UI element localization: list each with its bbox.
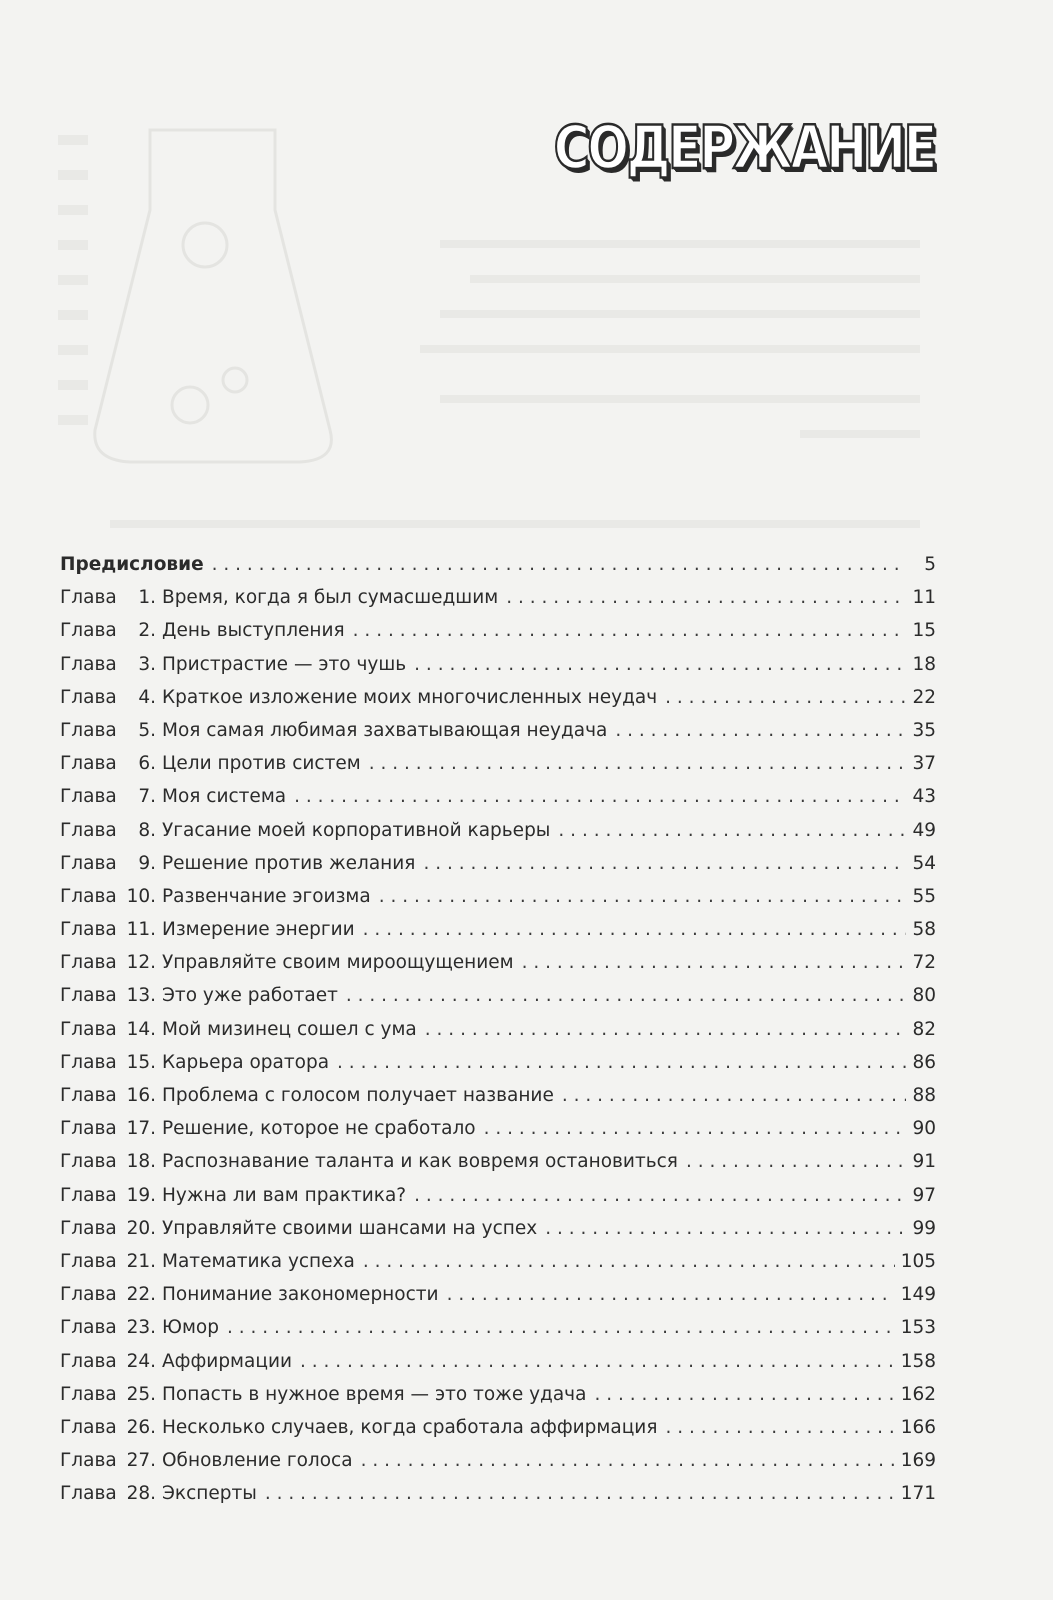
chapter-prefix: Глава <box>60 885 117 907</box>
page-number: 86 <box>912 1051 936 1073</box>
toc-entry <box>60 1444 936 1477</box>
dot-leader <box>484 1112 906 1145</box>
chapter-prefix: Глава <box>60 587 117 609</box>
page-number: 55 <box>912 885 936 907</box>
toc-entry <box>60 581 936 614</box>
page-number: 11 <box>912 587 936 609</box>
chapter-prefix: Глава <box>60 653 117 675</box>
toc-entry-title: Измерение энергии <box>162 919 355 941</box>
toc-entry <box>60 1079 936 1112</box>
toc-entry <box>60 1345 936 1378</box>
toc-entry <box>60 814 936 847</box>
toc-entry <box>60 747 936 780</box>
toc-entry <box>60 681 936 714</box>
toc-entry <box>60 1477 936 1510</box>
chapter-number: 1. <box>138 587 156 609</box>
dot-leader <box>522 946 906 979</box>
chapter-number: 16. <box>126 1085 156 1106</box>
toc-entry-title: Обновление голоса <box>162 1450 353 1472</box>
toc-entry <box>60 847 936 880</box>
chapter-number: 26. <box>126 1416 156 1438</box>
dot-leader <box>414 648 906 681</box>
dot-leader <box>594 1378 894 1411</box>
chapter-prefix: Глава <box>60 1317 117 1339</box>
dot-leader <box>414 1179 906 1212</box>
toc-entry <box>60 780 936 813</box>
chapter-number: 19. <box>126 1184 156 1206</box>
dot-leader <box>423 847 906 880</box>
toc-entry-title: Решение, которое не сработало <box>162 1118 476 1140</box>
chapter-prefix: Глава <box>60 919 117 941</box>
chapter-prefix: Глава <box>60 1151 117 1173</box>
dot-leader <box>363 1245 895 1278</box>
chapter-prefix: Глава <box>60 620 117 642</box>
chapter-number: 12. <box>126 952 156 974</box>
page-number: 153 <box>900 1317 936 1339</box>
toc-entry-title: Распознавание таланта и как вовремя остановиться <box>162 1151 678 1173</box>
toc-entry <box>60 1411 936 1444</box>
toc-entry-title: Пристрастие — это чушь <box>162 653 407 675</box>
toc-entry <box>60 614 936 647</box>
page-number: 54 <box>912 852 936 874</box>
dot-leader <box>558 814 906 847</box>
page-number: 18 <box>912 653 936 675</box>
chapter-prefix: Глава <box>60 1118 117 1140</box>
page-number: 149 <box>900 1284 936 1306</box>
dot-leader <box>346 979 906 1012</box>
chapter-prefix: Глава <box>60 1085 117 1106</box>
toc-entry <box>60 880 936 913</box>
toc-entry-title: Математика успеха <box>162 1250 355 1272</box>
toc-entry-title: Моя система <box>162 786 287 808</box>
chapter-number: 9. <box>138 852 156 874</box>
toc-entry-title: Несколько случаев, когда сработала аффирмация <box>162 1416 658 1438</box>
toc-entry-title: Время, когда я был сумасшедшим <box>162 587 499 609</box>
chapter-prefix: Глава <box>60 1217 117 1239</box>
chapter-prefix: Глава <box>60 852 117 874</box>
chapter-number: 27. <box>126 1450 156 1472</box>
toc-entry-title: Управляйте своим мироощущением <box>162 952 514 974</box>
page-number: 105 <box>900 1250 936 1272</box>
page-number: 37 <box>912 753 936 775</box>
dot-leader <box>369 747 906 780</box>
dot-leader <box>665 1411 894 1444</box>
page-number: 166 <box>900 1416 936 1438</box>
chapter-prefix: Глава <box>60 1184 117 1206</box>
toc-entry <box>60 1311 936 1344</box>
chapter-number: 20. <box>126 1217 156 1239</box>
chapter-prefix: Глава <box>60 1284 117 1306</box>
page-number: 72 <box>912 952 936 974</box>
dot-leader <box>562 1079 906 1112</box>
chapter-prefix: Глава <box>60 1483 117 1505</box>
dot-leader <box>361 1444 895 1477</box>
page-number: 80 <box>912 985 936 1007</box>
chapter-number: 23. <box>126 1317 156 1339</box>
toc-entry-title: Цели против систем <box>162 753 361 775</box>
toc-entry <box>60 1112 936 1145</box>
toc-entry <box>60 714 936 747</box>
chapter-number: 17. <box>126 1118 156 1140</box>
toc-entry-title: Угасание моей корпоративной карьеры <box>162 819 551 841</box>
chapter-prefix: Глава <box>60 1350 117 1372</box>
dot-leader <box>506 581 906 614</box>
toc-entry <box>60 1245 936 1278</box>
toc-entry-title: Моя самая любимая захватывающая неудача <box>162 719 608 741</box>
dot-leader <box>353 614 906 647</box>
chapter-prefix: Глава <box>60 1018 117 1040</box>
toc-entry <box>60 648 936 681</box>
chapter-number: 2. <box>138 620 156 642</box>
chapter-prefix: Глава <box>60 985 117 1007</box>
dot-leader <box>227 1311 895 1344</box>
page-number: 88 <box>912 1085 936 1106</box>
toc-entry <box>60 1046 936 1079</box>
page-number: 162 <box>900 1383 936 1405</box>
chapter-number: 7. <box>138 786 156 808</box>
dot-leader <box>425 1013 906 1046</box>
toc-entry <box>60 1212 936 1245</box>
chapter-prefix: Глава <box>60 819 117 841</box>
toc-entry-title: Мой мизинец сошел с ума <box>162 1018 417 1040</box>
toc-entry <box>60 1013 936 1046</box>
toc-entry-title: Краткое изложение моих многочисленных неудач <box>162 686 658 708</box>
chapter-number: 5. <box>138 719 156 741</box>
page-number: 43 <box>912 786 936 808</box>
toc-entry-title: Предисловие <box>60 554 204 575</box>
page-number: 97 <box>912 1184 936 1206</box>
toc-entry-title: Понимание закономерности <box>162 1284 439 1306</box>
dot-leader <box>212 548 906 581</box>
chapter-number: 13. <box>126 985 156 1007</box>
chapter-number: 24. <box>126 1350 156 1372</box>
page-number: 91 <box>912 1151 936 1173</box>
toc-entry <box>60 1278 936 1311</box>
chapter-prefix: Глава <box>60 1250 117 1272</box>
chapter-prefix: Глава <box>60 1383 117 1405</box>
toc-entry-title: Эксперты <box>162 1483 257 1505</box>
toc-entry <box>60 1378 936 1411</box>
toc-entry <box>60 1145 936 1178</box>
chapter-prefix: Глава <box>60 952 117 974</box>
toc-entry-title: Карьера оратора <box>162 1051 330 1073</box>
chapter-number: 3. <box>138 653 156 675</box>
chapter-number: 28. <box>126 1483 156 1505</box>
chapter-prefix: Глава <box>60 786 117 808</box>
chapter-prefix: Глава <box>60 753 117 775</box>
toc-entry-title: Аффирмации <box>162 1350 292 1372</box>
dot-leader <box>265 1477 895 1510</box>
chapter-number: 8. <box>138 819 156 841</box>
dot-leader <box>615 714 906 747</box>
chapter-number: 14. <box>126 1018 156 1040</box>
chapter-number: 11. <box>126 919 156 941</box>
page-number: 58 <box>912 919 936 941</box>
page-number: 49 <box>912 819 936 841</box>
dot-leader <box>379 880 906 913</box>
dot-leader <box>686 1145 906 1178</box>
page-number: 90 <box>912 1118 936 1140</box>
dot-leader <box>363 913 906 946</box>
chapter-prefix: Глава <box>60 686 117 708</box>
toc-entry-title: Развенчание эгоизма <box>162 885 371 907</box>
page-number: 158 <box>900 1350 936 1372</box>
page-number: 15 <box>912 620 936 642</box>
chapter-number: 22. <box>126 1284 156 1306</box>
table-of-contents <box>60 548 936 1510</box>
page-number: 169 <box>900 1450 936 1472</box>
chapter-prefix: Глава <box>60 1051 117 1073</box>
toc-entry-title: Попасть в нужное время — это тоже удача <box>162 1383 587 1405</box>
chapter-prefix: Глава <box>60 1416 117 1438</box>
page-number: 171 <box>900 1483 936 1505</box>
dot-leader <box>665 681 906 714</box>
toc-entry-title: Проблема с голосом получает название <box>162 1085 554 1106</box>
toc-entry-title: Решение против желания <box>162 852 416 874</box>
chapter-number: 21. <box>126 1250 156 1272</box>
page-number: 5 <box>924 554 936 575</box>
toc-entry-title: День выступления <box>162 620 345 642</box>
chapter-number: 4. <box>138 686 156 708</box>
dot-leader <box>545 1212 906 1245</box>
page-number: 22 <box>912 686 936 708</box>
dot-leader <box>300 1345 895 1378</box>
toc-entry <box>60 548 936 581</box>
page-number: 99 <box>912 1217 936 1239</box>
toc-entry <box>60 1179 936 1212</box>
chapter-number: 18. <box>126 1151 156 1173</box>
chapter-prefix: Глава <box>60 719 117 741</box>
toc-entry-title: Нужна ли вам практика? <box>162 1184 407 1206</box>
chapter-prefix: Глава <box>60 1450 117 1472</box>
toc-entry <box>60 946 936 979</box>
chapter-number: 6. <box>138 753 156 775</box>
toc-entry-title: Управляйте своими шансами на успех <box>162 1217 538 1239</box>
toc-entry-title: Это уже работает <box>162 985 338 1007</box>
dot-leader <box>447 1278 895 1311</box>
dot-leader <box>294 780 906 813</box>
page-title: СОДЕРЖАНИЕ <box>553 113 935 183</box>
toc-entry-title: Юмор <box>162 1317 219 1339</box>
chapter-number: 25. <box>126 1383 156 1405</box>
chapter-number: 10. <box>126 885 156 907</box>
toc-entry <box>60 913 936 946</box>
page-number: 35 <box>912 719 936 741</box>
chapter-number: 15. <box>126 1051 156 1073</box>
toc-entry <box>60 979 936 1012</box>
page-number: 82 <box>912 1018 936 1040</box>
dot-leader <box>337 1046 906 1079</box>
